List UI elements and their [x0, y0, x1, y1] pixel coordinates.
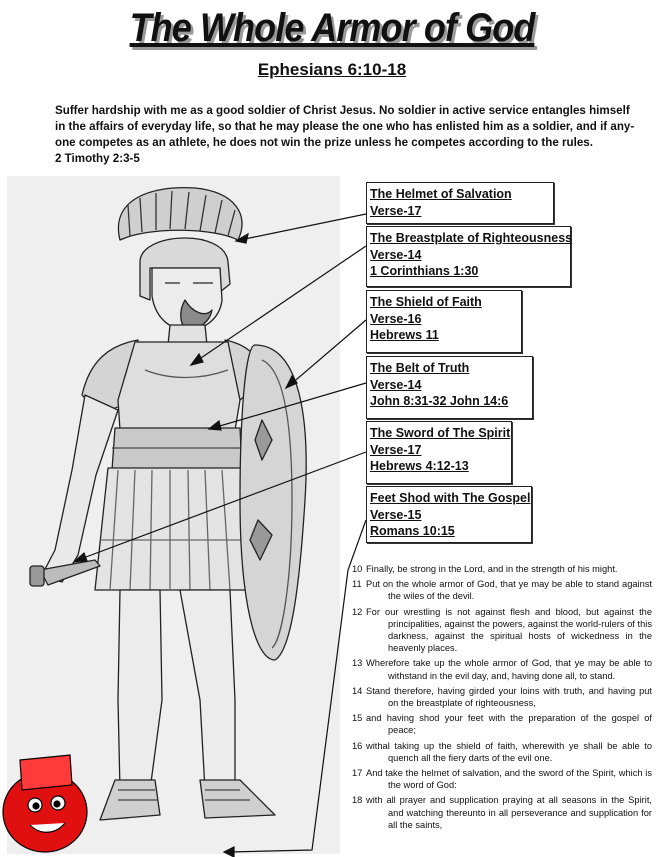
verse-text: Finally, be strong in the Lord, and in the strength of his might.: [366, 564, 618, 574]
shield: [240, 345, 306, 660]
intro-reference: 2 Timothy 2:3-5: [55, 152, 140, 165]
intro-line: in the affairs of everyday life, so that he may please the one who has enlisted him as a soldier, and if any-: [55, 120, 635, 133]
armor-name: Feet Shod with The Gospel: [370, 491, 531, 505]
armor-box-belt: [366, 356, 533, 419]
arrowhead-feet: [224, 847, 234, 857]
verse-number: 12: [352, 606, 363, 617]
helmet-crest: [118, 188, 242, 240]
armor-verse: Verse-15: [370, 507, 422, 522]
verse-number: 15: [352, 713, 363, 724]
armor-box-shield: [366, 290, 522, 353]
belt: [112, 428, 242, 470]
armor-ref: Hebrews 11: [370, 328, 439, 342]
kool-aid-mascot: [3, 755, 87, 852]
breastplate: [118, 342, 240, 430]
page-title: The Whole Armor of God: [129, 6, 535, 50]
verse-text: And take the helmet of salvation, and the sword of the Spirit, which is the word of God:: [366, 768, 652, 791]
verse-text: withal taking up the shield of faith, wherewith ye shall be able to quench all the fiery darts of the evil one.: [366, 740, 652, 763]
verse-number: 18: [352, 795, 363, 806]
armor-verse: Verse-16: [370, 311, 422, 326]
armor-name: The Shield of Faith: [370, 295, 482, 309]
verse-number: 16: [352, 740, 363, 751]
verse-number: 11: [352, 579, 362, 590]
armor-verse: Verse-17: [370, 442, 422, 457]
armor-name: The Helmet of Salvation: [370, 187, 512, 201]
verse-number: 13: [352, 658, 363, 669]
armor-name: The Breastplate of Righteousness: [370, 231, 573, 245]
armor-ref: Romans 10:15: [370, 524, 455, 538]
armor-ref: John 8:31-32 John 14:6: [370, 394, 509, 408]
armor-name: The Belt of Truth: [370, 361, 470, 375]
verse-row: [352, 657, 652, 681]
armor-box-helmet: [366, 182, 554, 224]
armor-box-sword: [366, 421, 512, 484]
armor-name: The Sword of The Spirit: [370, 426, 511, 440]
intro-line: one competes as an athlete, he does not win the prize unless he competes according to the rules.: [55, 136, 593, 149]
armor-box-breastplate: [366, 226, 571, 287]
verse-row: [352, 578, 652, 602]
arrow-shield: [290, 320, 366, 385]
verse-row: [352, 740, 652, 764]
verse-row: [352, 712, 652, 736]
verse-row: [352, 794, 652, 831]
verse-text: with all prayer and supplication praying at all seasons in the Spirit, and watching thereunto in all perseverance and supplication for all the saints,: [366, 795, 652, 830]
verse-row: [352, 767, 652, 791]
armor-verse: Verse-14: [370, 377, 422, 392]
scripture-passage: [352, 563, 652, 834]
left-leg: [118, 590, 162, 790]
verse-text: Stand therefore, having girded your loins with truth, and having put on the breastplate of righteousness,: [366, 685, 652, 709]
verse-number: 17: [352, 768, 363, 779]
verse-number: 14: [352, 685, 363, 696]
armor-verse: Verse-14: [370, 247, 422, 262]
armor-ref: Hebrews 4:12-13: [370, 459, 469, 473]
verse-row: [352, 606, 652, 655]
arrow-helmet: [240, 214, 366, 240]
armor-verse: Verse-17: [370, 203, 422, 218]
armor-box-feet: [366, 486, 532, 543]
verse-text: and having shod your feet with the preparation of the gospel of peace;: [366, 713, 652, 736]
right-leg: [180, 590, 235, 790]
armor-ref: 1 Corinthians 1:30: [370, 264, 479, 278]
verse-text: For our wrestling is not against flesh and blood, but against the principalities, against the powers, against the world-rulers of this darkness, against the spiritual hosts of wickedness in the heavenly places.: [366, 606, 652, 654]
right-sandal: [200, 780, 275, 818]
verse-number: 10: [352, 564, 363, 574]
verse-text: Wherefore take up the whole armor of God, that ye may be able to withstand in the evil day, and, having done all, to stand.: [366, 658, 652, 681]
verse-text: Put on the whole armor of God, that ye may be able to stand against the wiles of the devil.: [366, 579, 652, 602]
page-subtitle: Ephesians 6:10-18: [257, 60, 407, 79]
verse-row: [352, 685, 652, 709]
intro-line: Suffer hardship with me as a good soldier of Christ Jesus. No soldier in active service entangles himself: [55, 104, 630, 117]
verse-row: [352, 563, 652, 575]
